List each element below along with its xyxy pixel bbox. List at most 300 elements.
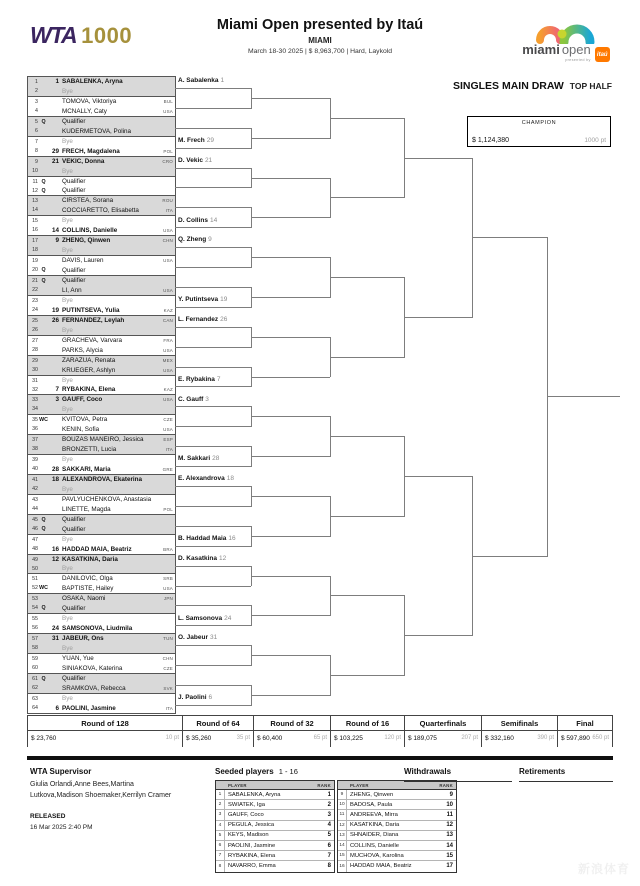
entry-country-code: FRA — [163, 338, 173, 344]
match-pair-box — [27, 375, 176, 395]
seeded-number: 11 — [338, 810, 347, 819]
match-pair-box — [27, 255, 176, 276]
entry-player-name: SRAMKOVA, Rebecca — [62, 684, 126, 692]
entry-player-name: KUDERMETOVA, Polina — [62, 127, 132, 135]
entry-position: 37 — [32, 436, 38, 443]
match-pair-box — [27, 355, 176, 376]
seeded-player-row — [338, 861, 456, 871]
draw-entry-row — [28, 376, 175, 385]
seeded-table-right — [337, 780, 457, 873]
entry-player-name: TOMOVA, Viktoriya — [62, 98, 117, 106]
draw-entry-row — [28, 226, 175, 236]
bracket-hline — [251, 416, 330, 417]
entry-player-name: Qualifier — [62, 516, 86, 524]
draw-entry-row — [28, 594, 175, 604]
round-prize: $ 35,260 — [186, 735, 212, 742]
bracket-hline — [175, 466, 251, 467]
entry-position: 6 — [35, 128, 38, 135]
round-prize: $ 103,225 — [334, 735, 363, 742]
round-name: Quarterfinals — [405, 716, 481, 731]
entry-position: 13 — [32, 197, 38, 204]
draw-entry-row — [28, 276, 175, 286]
entry-player-name: SAMSONOVA, Liudmila — [62, 624, 133, 632]
draw-entry-row — [28, 664, 175, 674]
seeded-table-left — [215, 780, 335, 873]
wta-1000-logo — [30, 22, 132, 49]
draw-entry-row — [28, 296, 175, 306]
event-city: MIAMI — [308, 36, 332, 45]
round64-name-text: O. Jabeur — [178, 634, 208, 642]
bracket-hline — [472, 237, 547, 238]
match-pair-box — [27, 394, 176, 415]
draw-entry-row — [28, 216, 175, 226]
round64-name-text: J. Paolini — [178, 694, 207, 702]
round64-seed: 29 — [206, 136, 214, 144]
seeded-player-row — [338, 851, 456, 861]
entry-player-name: PAOLINI, Jasmine — [62, 704, 116, 712]
entry-position: 25 — [32, 317, 38, 324]
seeded-rank: 15 — [446, 852, 453, 859]
entry-player-name: OSAKA, Naomi — [62, 595, 106, 603]
draw-entry-row — [28, 127, 175, 137]
entry-player-name: Bye — [62, 87, 73, 95]
bracket-hline — [175, 108, 251, 109]
seeded-name: GAUFF, Coco — [228, 811, 264, 818]
round64-seed: 18 — [226, 475, 234, 483]
match-pair-box — [27, 335, 176, 356]
entry-player-name: LI, Ann — [62, 286, 82, 294]
entry-country-code: SVK — [163, 685, 173, 691]
miami-open-logo — [514, 10, 618, 62]
seeded-players-table — [215, 780, 459, 873]
bracket-hline — [251, 536, 330, 537]
seeded-name: HADDAD MAIA, Beatriz — [350, 863, 412, 870]
round64-player-name — [178, 236, 212, 243]
match-pair-box — [27, 76, 176, 97]
seeded-number: 1 — [216, 790, 225, 799]
supervisor-names-line2: Lutkova,Madison Shoemaker,Kerrilyn Cramer — [30, 792, 172, 799]
seeded-player-row — [216, 861, 334, 871]
bracket-hline — [251, 496, 330, 497]
entry-position: 45 — [32, 516, 38, 523]
entry-country-code: ESP — [163, 437, 173, 443]
entry-position: 22 — [32, 287, 38, 294]
bracket-hline — [175, 247, 251, 248]
draw-entry-row — [28, 266, 175, 276]
round-prize: $ 332,160 — [485, 735, 514, 742]
match-pair-box — [27, 96, 176, 117]
entry-country-code: CHN — [162, 656, 173, 662]
entry-player-name: ZARAZUA, Renata — [62, 357, 116, 365]
draw-entry-row — [28, 465, 175, 475]
match-pair-box — [27, 633, 176, 654]
round64-seed: 28 — [212, 455, 220, 463]
seeded-number: 6 — [216, 841, 225, 850]
draw-entry-row — [28, 117, 175, 127]
bracket-hline — [175, 187, 251, 188]
entry-position: 58 — [32, 645, 38, 652]
round64-seed: 24 — [224, 614, 232, 622]
seeded-rank: 6 — [327, 842, 331, 849]
entry-seed: 14 — [51, 226, 59, 234]
seeded-number: 13 — [338, 831, 347, 840]
draw-entry-row — [28, 147, 175, 157]
match-pair-box — [27, 275, 176, 296]
draw-entry-row — [28, 564, 175, 573]
entry-position: 42 — [32, 486, 38, 493]
seeded-player-row — [216, 821, 334, 831]
entry-position: 18 — [32, 247, 38, 254]
round-prize: $ 597,890 — [561, 735, 590, 742]
bracket-hline — [330, 436, 404, 437]
bracket-hline — [251, 615, 330, 616]
bracket-hline — [404, 317, 472, 318]
entry-position: 23 — [32, 297, 38, 304]
seeded-name: ANDREEVA, Mirra — [350, 811, 398, 818]
round64-seed: 19 — [220, 296, 228, 304]
entry-country-code: BRA — [163, 546, 173, 552]
draw-entry-row — [28, 77, 175, 87]
draw-entry-row — [28, 246, 175, 256]
seeded-player-row — [338, 841, 456, 851]
seeded-name: NAVARRO, Emma — [228, 863, 276, 870]
wta-logo-text: WTA — [30, 22, 77, 48]
bracket-hline — [251, 138, 330, 139]
round64-player-name — [178, 157, 212, 164]
round64-player-name — [178, 615, 231, 622]
bracket-hline — [330, 516, 404, 517]
bracket-hline — [251, 217, 330, 218]
seeded-player-row — [216, 790, 334, 800]
entry-position: 9 — [35, 158, 38, 165]
entry-country-code: ITA — [165, 207, 173, 213]
entry-player-name: Qualifier — [62, 118, 86, 126]
seeded-players-title: Seeded players — [215, 767, 274, 776]
entry-country-code: USA — [163, 258, 173, 264]
bracket-hline — [175, 88, 251, 89]
seeded-players-range: 1 - 16 — [278, 767, 298, 776]
entry-country-code: ROU — [162, 198, 173, 204]
entry-player-name: Bye — [62, 167, 73, 175]
entry-country-code: CRO — [162, 159, 173, 165]
draw-entry-row — [28, 684, 175, 694]
entry-player-name: YUAN, Yue — [62, 655, 94, 663]
draw-entry-row — [28, 326, 175, 336]
round64-player-name — [178, 475, 234, 482]
entry-player-name: KASATKINA, Daria — [62, 556, 118, 563]
round-points: 207 pt — [461, 735, 478, 741]
entry-position: 30 — [32, 367, 38, 374]
entry-position: 39 — [32, 456, 38, 463]
round-points: 650 pt — [592, 735, 609, 741]
match-pair-box — [27, 116, 176, 137]
seeded-player-row — [338, 790, 456, 800]
bracket-hline — [251, 257, 330, 258]
round64-name-text: M. Sakkari — [178, 455, 211, 463]
released-value: 16 Mar 2025 2:40 PM — [30, 824, 93, 831]
entry-position: 28 — [32, 347, 38, 354]
entry-player-name: Bye — [62, 695, 73, 703]
withdrawals-line — [404, 781, 512, 782]
seeded-number: 7 — [216, 851, 225, 860]
entry-player-name: Qualifier — [62, 525, 86, 533]
round64-name-text: A. Sabalenka — [178, 77, 219, 85]
entry-qual-tag: Q — [41, 267, 46, 274]
entry-country-code: KAZ — [163, 387, 173, 392]
round-points: 65 pt — [313, 735, 327, 741]
draw-entry-row — [28, 87, 175, 97]
entry-position: 11 — [32, 178, 38, 185]
entry-position: 59 — [32, 655, 38, 662]
entry-position: 3 — [35, 98, 38, 105]
draw-entry-row — [28, 395, 175, 405]
entry-player-name: ZHENG, Qinwen — [62, 237, 111, 245]
round64-player-name — [178, 555, 226, 562]
draw-entry-row — [28, 167, 175, 177]
round-points: 120 pt — [384, 735, 401, 741]
champion-label: CHAMPION — [521, 120, 557, 126]
round64-name-text: L. Samsonova — [178, 614, 223, 622]
entry-player-name: Qualifier — [62, 277, 86, 285]
entry-player-name: Bye — [62, 644, 73, 652]
entry-position: 51 — [32, 575, 38, 582]
bracket-hline — [404, 158, 472, 159]
entry-player-name: Bye — [62, 246, 73, 254]
round-money-row — [331, 731, 404, 747]
draw-entry-row — [28, 366, 175, 376]
entry-position: 41 — [32, 476, 38, 483]
entry-player-name: Bye — [62, 138, 73, 146]
bracket-hline — [404, 476, 472, 477]
bracket-hline — [175, 625, 251, 626]
bracket-hline — [251, 456, 330, 457]
entry-seed: 28 — [51, 465, 59, 473]
draw-entry-row — [28, 425, 175, 435]
draw-entry-row — [28, 157, 175, 167]
draw-entry-row — [28, 356, 175, 366]
miami-open-wordmark-miami: miami — [522, 42, 560, 57]
bracket-hline — [175, 446, 251, 447]
round-name: Round of 32 — [254, 716, 330, 731]
entry-player-name: FRECH, Magdalena — [62, 147, 120, 155]
entry-position: 19 — [32, 257, 38, 264]
bracket-hline — [175, 546, 251, 547]
entry-qual-tag: Q — [41, 178, 46, 185]
entry-player-name: COLLINS, Danielle — [62, 226, 118, 234]
draw-entry-row — [28, 694, 175, 704]
draw-entry-row — [28, 604, 175, 614]
entry-seed: 21 — [51, 158, 59, 166]
entry-position: 12 — [32, 187, 38, 194]
entry-player-name: Bye — [62, 536, 73, 544]
bracket-hline — [251, 695, 330, 696]
entry-position: 14 — [32, 207, 38, 214]
round64-seed: 14 — [209, 216, 218, 224]
supervisor-names-line1: Giulia Orlandi,Anne Bees,Martina — [30, 781, 134, 788]
entry-player-name: PARKS, Alycia — [62, 346, 103, 354]
round64-name-text: Q. Zheng — [178, 236, 207, 244]
entry-country-code: CHN — [162, 238, 173, 244]
round64-player-name — [178, 455, 219, 462]
match-pair-box — [27, 534, 176, 555]
entry-position: 4 — [35, 108, 38, 115]
entry-seed: 12 — [51, 556, 59, 563]
seeded-number: 8 — [216, 861, 225, 871]
round64-player-name — [178, 694, 212, 701]
round-column — [404, 716, 481, 747]
presented-by-text: presented by — [565, 58, 591, 62]
draw-half: TOP HALF — [569, 81, 612, 91]
round-column — [27, 716, 182, 747]
seeded-rank: 8 — [327, 863, 331, 870]
entry-qual-tag: Q — [41, 675, 46, 682]
seeded-rank: 17 — [446, 863, 453, 870]
entry-position: 62 — [32, 685, 38, 692]
entry-player-name: Qualifier — [62, 266, 86, 274]
match-pair-box — [27, 156, 176, 177]
wta-tier-text: 1000 — [81, 23, 133, 48]
round64-name-text: M. Frech — [178, 136, 205, 144]
seeded-rank: 4 — [327, 822, 331, 829]
entry-seed: 9 — [55, 237, 59, 245]
draw-entry-row — [28, 97, 175, 107]
draw-entry-row — [28, 137, 175, 147]
match-pair-box — [27, 315, 176, 336]
seeded-name: PEGULA, Jessica — [228, 822, 275, 829]
round64-player-name — [178, 296, 227, 303]
round-name: Round of 128 — [28, 716, 182, 731]
entry-position: 17 — [32, 237, 38, 244]
round-name: Semifinals — [482, 716, 557, 731]
bracket-hline — [175, 327, 251, 328]
bracket-hline — [251, 98, 330, 99]
round-name: Final — [558, 716, 612, 731]
entry-seed: 7 — [55, 386, 59, 393]
entry-player-name: Qualifier — [62, 604, 86, 612]
bracket-hline — [175, 705, 251, 706]
draw-entry-row — [28, 196, 175, 206]
match-pair-box — [27, 176, 176, 196]
draw-entry-row — [28, 346, 175, 356]
seeded-number: 10 — [338, 800, 347, 809]
entry-position: 33 — [32, 396, 38, 403]
draw-entry-row — [28, 385, 175, 394]
round-money-row — [28, 731, 182, 747]
entry-player-name: SAKKARI, Maria — [62, 465, 111, 473]
bracket-hline — [175, 148, 251, 149]
round64-seed: 31 — [209, 634, 218, 642]
entry-qual-tag: Q — [41, 277, 46, 284]
seeded-players-label — [215, 767, 298, 776]
round-money-row — [405, 731, 481, 747]
seeded-player-row — [216, 810, 334, 820]
entry-country-code: CZE — [163, 417, 173, 423]
seeded-player-row — [216, 800, 334, 810]
round64-name-text: D. Vekic — [178, 156, 203, 164]
round64-seed: 7 — [216, 375, 221, 383]
round-money-row — [482, 731, 557, 747]
entry-position: 7 — [35, 138, 38, 145]
bracket-hline — [330, 118, 404, 119]
entry-country-code: USA — [163, 397, 173, 403]
match-pair-box — [27, 514, 176, 535]
entry-position: 2 — [35, 88, 38, 95]
draw-entry-row — [28, 256, 175, 266]
draw-entry-row — [28, 236, 175, 246]
seeded-number: 9 — [338, 790, 347, 799]
match-pair-box — [27, 434, 176, 455]
entry-player-name: Bye — [62, 217, 73, 225]
draw-entry-row — [28, 704, 175, 714]
round-prize: $ 189,075 — [408, 735, 437, 742]
round64-name-text: L. Fernandez — [178, 316, 219, 323]
seeded-number: 4 — [216, 821, 225, 830]
draw-entry-row — [28, 545, 175, 555]
entry-country-code: CAN — [162, 318, 173, 324]
entry-position: 47 — [32, 536, 38, 543]
seeded-name: KEYS, Madison — [228, 832, 269, 839]
entry-seed: 3 — [55, 396, 59, 404]
entry-player-name: SABALENKA, Aryna — [62, 78, 123, 86]
bracket-hline — [175, 605, 251, 606]
entry-position: 52 — [32, 585, 38, 592]
bracket-hline — [175, 566, 251, 567]
entry-qual-tag: Q — [41, 526, 46, 533]
round-column — [481, 716, 557, 747]
draw-entry-row — [28, 405, 175, 415]
miami-open-arcs-icon — [532, 10, 600, 44]
round64-seed: 12 — [219, 554, 227, 562]
round-points: 390 pt — [537, 735, 554, 741]
entry-seed: 1 — [55, 78, 59, 86]
entry-position: 10 — [32, 168, 38, 175]
round-points: 10 pt — [165, 735, 179, 741]
entry-seed: 29 — [51, 147, 59, 155]
entry-player-name: Bye — [62, 485, 73, 493]
seeded-table-header — [216, 781, 334, 790]
entry-player-name: JABEUR, Ons — [62, 635, 104, 643]
bracket-hline — [175, 665, 251, 666]
bracket-hline — [175, 506, 251, 507]
bracket-hline — [175, 526, 251, 527]
entry-seed: 26 — [51, 317, 59, 325]
retirements-line — [519, 781, 613, 782]
bracket-hline — [330, 197, 404, 198]
match-pair-box — [27, 554, 176, 574]
match-pair-box — [27, 593, 176, 614]
entry-player-name: GRACHEVA, Varvara — [62, 337, 122, 345]
bracket-hline — [251, 576, 330, 577]
entry-player-name: PAVLYUCHENKOVA, Anastasia — [62, 496, 152, 504]
entry-position: 56 — [32, 625, 38, 632]
entry-player-name: DANILOVIC, Olga — [62, 575, 113, 583]
entry-country-code: USA — [163, 108, 173, 114]
round64-seed: 9 — [208, 236, 212, 244]
round-prize: $ 23,760 — [31, 735, 57, 742]
round-name: Round of 16 — [331, 716, 404, 731]
entry-qual-tag: Q — [41, 187, 46, 194]
entry-player-name: VEKIC, Donna — [62, 158, 105, 166]
bracket-hline — [251, 178, 330, 179]
entry-position: 36 — [32, 426, 38, 433]
bracket-hline — [330, 675, 404, 676]
entry-player-name: PUTINTSEVA, Yulia — [62, 306, 120, 314]
entry-player-name: KVITOVA, Petra — [62, 416, 108, 424]
seeded-player-row — [216, 831, 334, 841]
bracket-hline — [251, 337, 330, 338]
seeded-number: 16 — [338, 861, 347, 871]
entry-player-name: DAVIS, Lauren — [62, 257, 104, 265]
